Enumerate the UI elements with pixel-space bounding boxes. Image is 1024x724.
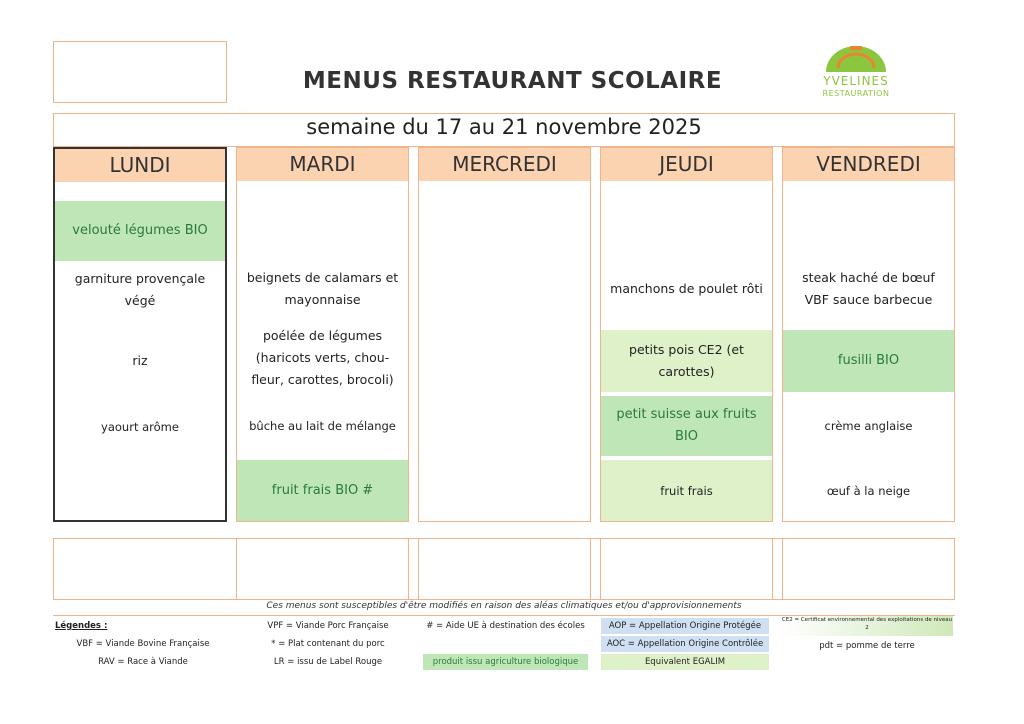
legend-pdt: pdt = pomme de terre bbox=[819, 641, 915, 651]
day-column-vendredi bbox=[782, 147, 955, 522]
extra-cell bbox=[236, 538, 409, 600]
legend-bio: produit issu agriculture biologique bbox=[423, 654, 588, 670]
day-header: JEUDI bbox=[601, 148, 772, 181]
notice-text: Ces menus sont susceptibles d'être modifiés en raison des aléas climatiques et/ou d'approvisionnements bbox=[266, 601, 742, 611]
menu-item: fusilli BIO bbox=[783, 330, 954, 392]
menu-item: bûche au lait de mélange bbox=[249, 419, 396, 433]
legend-title: Légendes : bbox=[55, 621, 108, 631]
menu-item: petits pois CE2 (et carottes) bbox=[601, 330, 772, 392]
menu-item: garniture provençale végé bbox=[74, 271, 206, 308]
legend-vpf: VPF = Viande Porc Française bbox=[267, 621, 389, 631]
menu-item: poélée de légumes (haricots verts, chou-fleur, carottes, brocoli) bbox=[251, 328, 394, 387]
extra-cell bbox=[418, 538, 591, 600]
page-title: MENUS RESTAURANT SCOLAIRE bbox=[302, 68, 723, 94]
week-label: semaine du 17 au 21 novembre 2025 bbox=[306, 115, 702, 139]
legend-aoc: AOC = Appellation Origine Contrôlée bbox=[601, 636, 769, 652]
logo-arch-icon bbox=[808, 38, 904, 78]
menu-item: yaourt arôme bbox=[101, 420, 179, 434]
legend bbox=[53, 615, 955, 671]
legend-vbf: VBF = Viande Bovine Française bbox=[76, 639, 210, 649]
legend-egalim: Equivalent EGALIM bbox=[601, 654, 769, 670]
menu-item: manchons de poulet rôti bbox=[610, 281, 763, 296]
menu-item: fruit frais BIO # bbox=[237, 460, 408, 521]
menu-item: velouté légumes BIO bbox=[55, 201, 225, 261]
menu-item: beignets de calamars et mayonnaise bbox=[246, 270, 399, 307]
legend-lr: LR = issu de Label Rouge bbox=[273, 657, 383, 667]
menu-item: œuf à la neige bbox=[826, 483, 911, 498]
menu-item: riz bbox=[132, 353, 148, 368]
day-column-lundi bbox=[53, 147, 227, 522]
day-header: MERCREDI bbox=[419, 148, 590, 181]
day-column-jeudi bbox=[600, 147, 773, 522]
extra-cell bbox=[600, 538, 773, 600]
day-column-mardi bbox=[236, 147, 409, 522]
menu-item: steak haché de bœuf VBF sauce barbecue bbox=[802, 270, 935, 307]
menu-item: fruit frais bbox=[601, 460, 772, 521]
legend-aop: AOP = Appellation Origine Protégée bbox=[601, 618, 769, 634]
extra-cell bbox=[782, 538, 955, 600]
logo-subtext: RESTAURATION bbox=[822, 89, 890, 98]
day-column-mercredi bbox=[418, 147, 591, 522]
legend-rav: RAV = Race à Viande bbox=[98, 657, 188, 667]
logo-text: YVELINES bbox=[823, 74, 889, 88]
day-header: LUNDI bbox=[55, 149, 225, 182]
top-left-box bbox=[53, 41, 227, 103]
menu-item: petit suisse aux fruits BIO bbox=[601, 396, 772, 456]
legend-porc: * = Plat contenant du porc bbox=[271, 639, 385, 649]
legend-ce2: CE2 = Certificat environnemental des exploitations de niveau 2 bbox=[781, 616, 953, 636]
menu-item: crème anglaise bbox=[824, 419, 913, 433]
day-header: VENDREDI bbox=[783, 148, 954, 181]
day-header: MARDI bbox=[237, 148, 408, 181]
logo bbox=[808, 38, 904, 102]
legend-aide: # = Aide UE à destination des écoles bbox=[426, 621, 585, 631]
